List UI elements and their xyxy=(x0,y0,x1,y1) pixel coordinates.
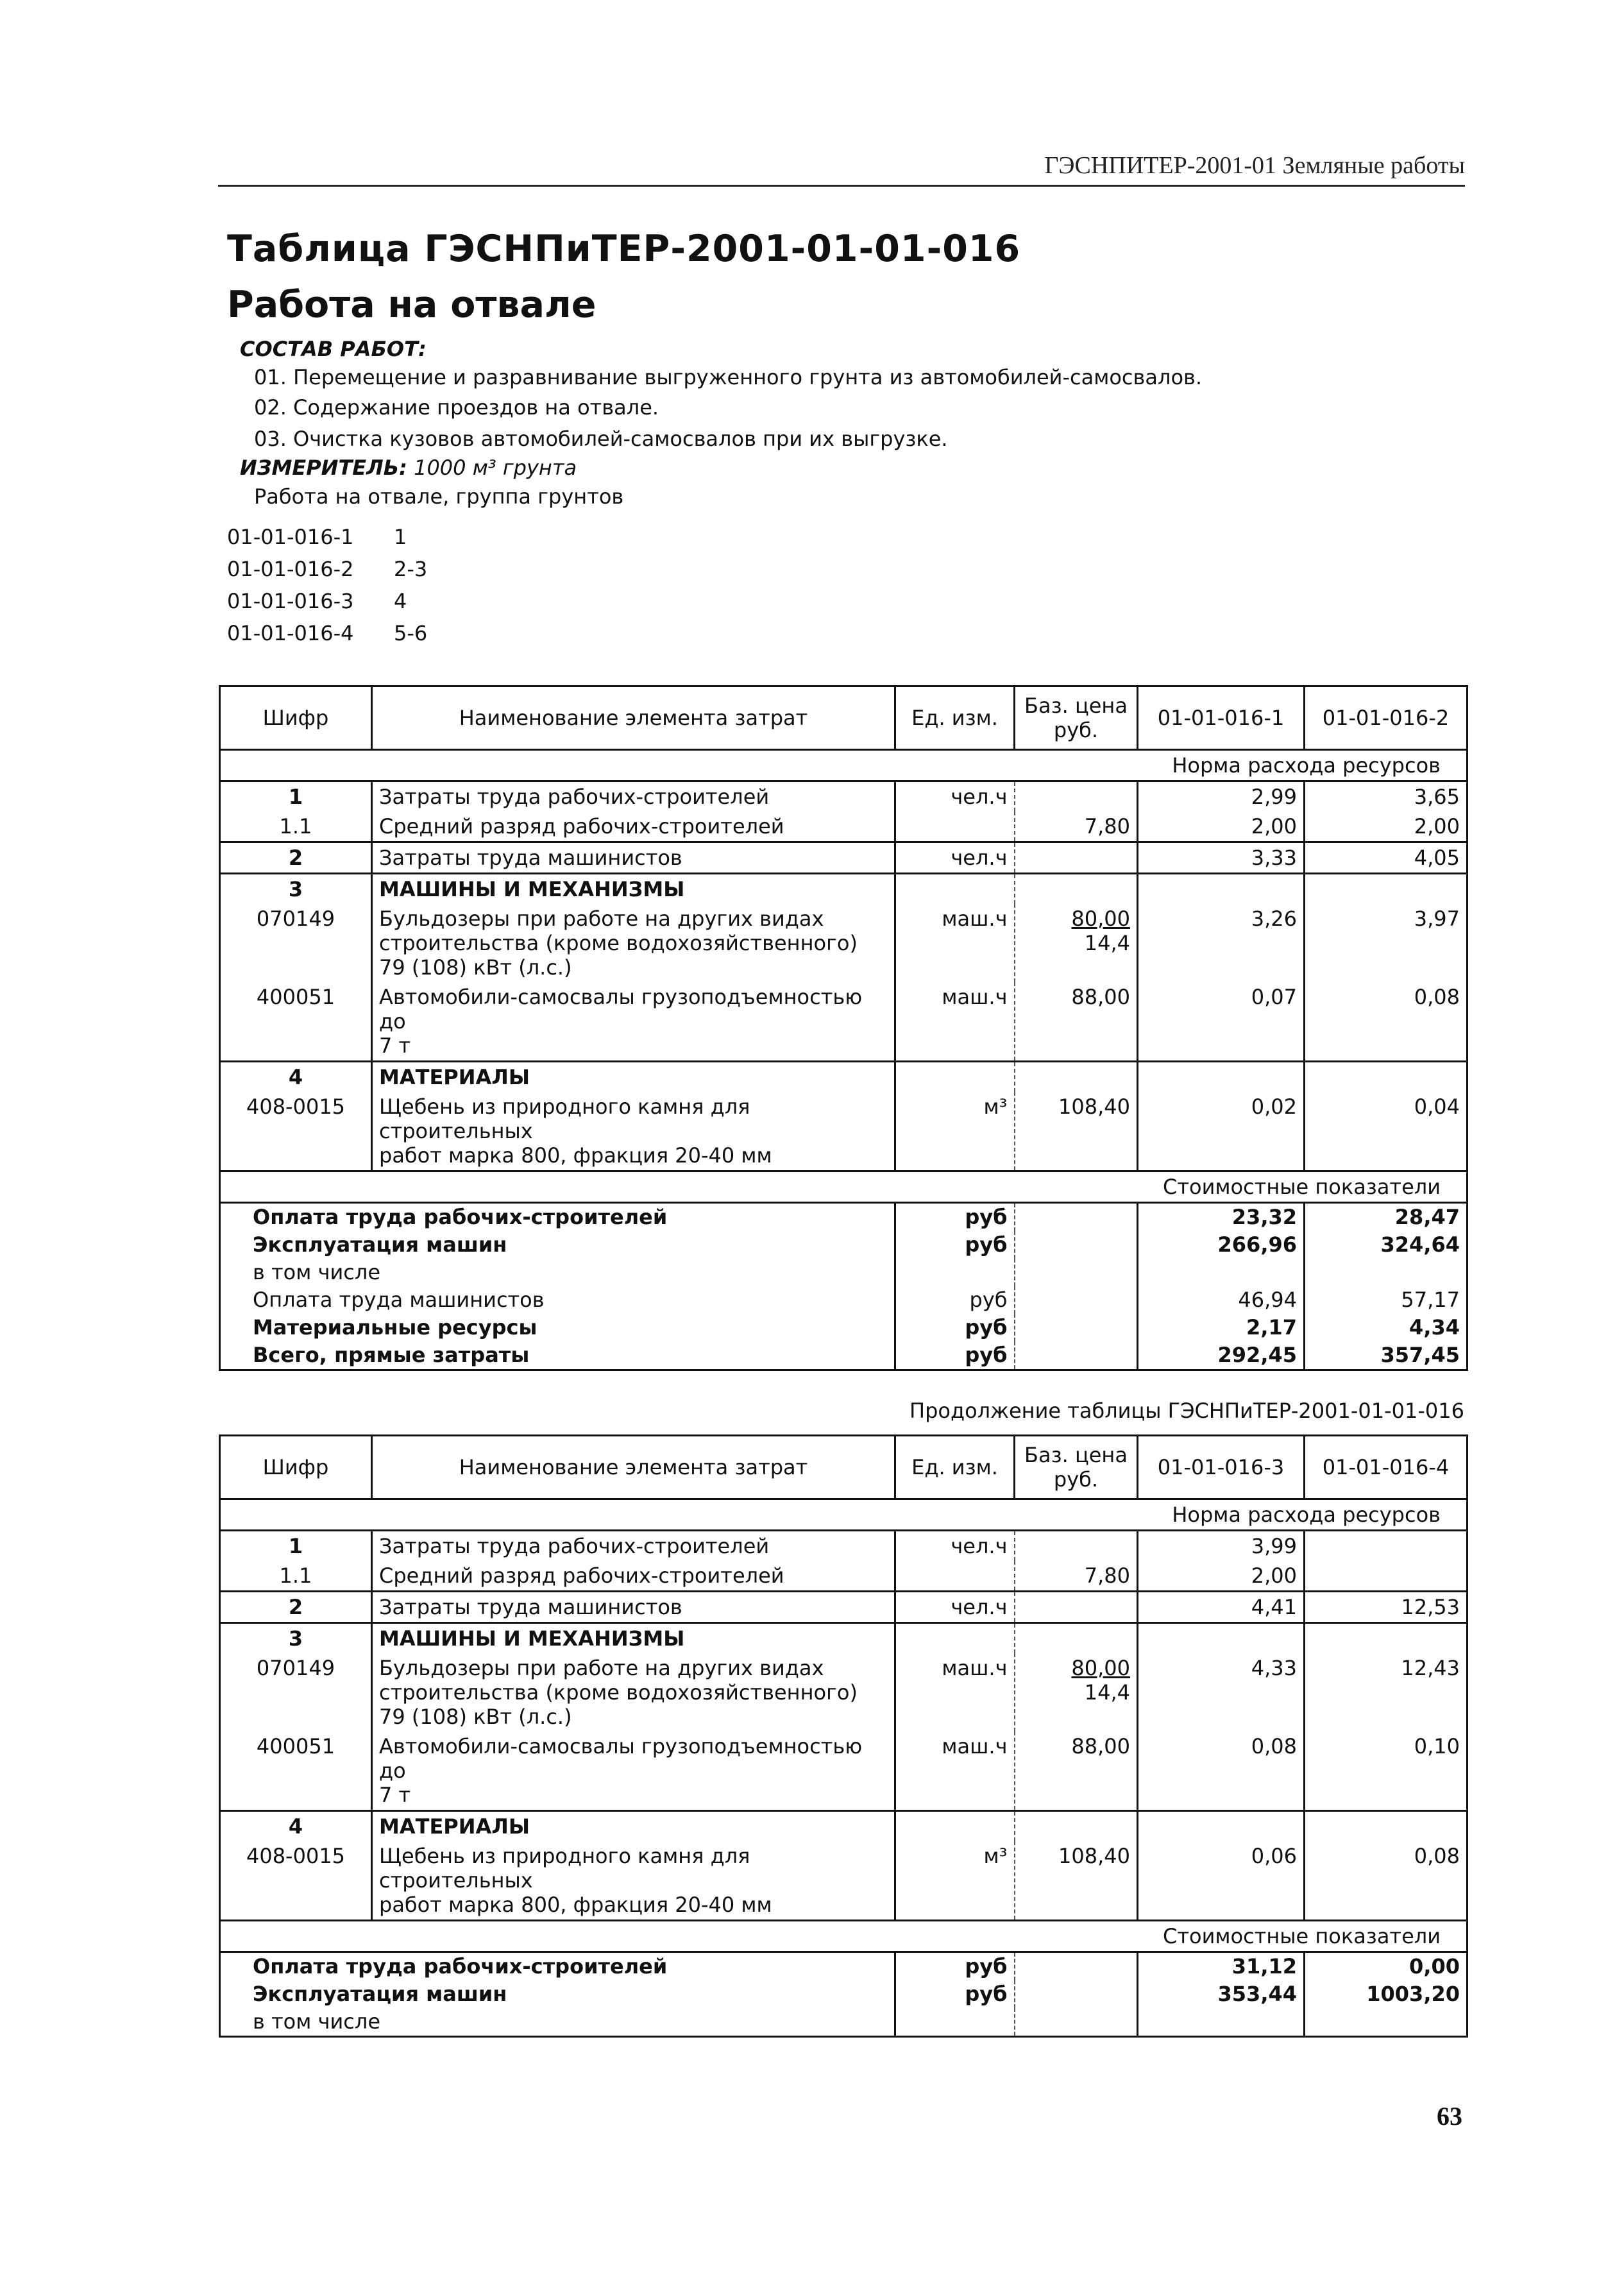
table-row xyxy=(220,1092,1468,1171)
row-value-1: 4,33 xyxy=(1138,1653,1305,1732)
row-price xyxy=(1015,1592,1138,1623)
row-value-1: 2,99 xyxy=(1138,781,1305,812)
cost-value-2 xyxy=(1305,2008,1468,2037)
row-name: МАШИНЫ И МЕХАНИЗМЫ xyxy=(372,874,895,905)
work-item: 01. Перемещение и разравнивание выгруженного грунта из автомобилей-самосвалов. xyxy=(254,365,1203,389)
cost-label: Оплата труда машинистов xyxy=(220,1286,895,1314)
row-name xyxy=(372,1732,895,1811)
row-value-1: 0,06 xyxy=(1138,1841,1305,1921)
cost-unit: руб xyxy=(895,1314,1015,1341)
cost-value-2: 1003,20 xyxy=(1305,1980,1468,2008)
running-head: ГЭСНПИТЕР-2001-01 Земляные работы xyxy=(218,151,1465,187)
section-norms xyxy=(220,750,1468,781)
cost-row xyxy=(220,1980,1468,2008)
row-value-1: 3,99 xyxy=(1138,1531,1305,1562)
name-line: Автомобили-самосвалы грузоподъемностью до xyxy=(379,985,863,1034)
name-line: работ марка 800, фракция 20-40 мм xyxy=(379,1143,772,1168)
cost-price xyxy=(1015,1286,1138,1314)
row-value-1: 3,26 xyxy=(1138,904,1305,982)
row-name xyxy=(372,982,895,1062)
section-label: Норма расхода ресурсов xyxy=(220,750,1468,781)
header-name: Наименование элемента затрат xyxy=(372,686,895,750)
cost-label: Эксплуатация машин xyxy=(220,1980,895,2008)
code-row xyxy=(227,557,427,589)
cost-value-1: 266,96 xyxy=(1138,1231,1305,1259)
table-row xyxy=(220,1623,1468,1654)
row-name: Затраты труда рабочих-строителей xyxy=(372,1531,895,1562)
row-code: 400051 xyxy=(220,1732,372,1811)
row-code: 1.1 xyxy=(220,812,372,842)
row-code: 4 xyxy=(220,1062,372,1093)
section-costs xyxy=(220,1921,1468,1952)
row-code: 2 xyxy=(220,842,372,874)
row-value-2: 3,97 xyxy=(1305,904,1468,982)
table-row xyxy=(220,781,1468,812)
cost-label: Всего, прямые затраты xyxy=(220,1341,895,1370)
price-line: 80,00 xyxy=(1071,1656,1130,1680)
table-row xyxy=(220,1531,1468,1562)
header-price: Баз. цена руб. xyxy=(1015,686,1138,750)
header-col2: 01-01-016-2 xyxy=(1305,686,1468,750)
row-price: 108,40 xyxy=(1015,1841,1138,1921)
row-name xyxy=(372,1092,895,1171)
cost-row xyxy=(220,1952,1468,1981)
table-row xyxy=(220,1732,1468,1811)
header-code: Шифр xyxy=(220,1436,372,1499)
row-name xyxy=(372,1653,895,1732)
row-code: 070149 xyxy=(220,1653,372,1732)
name-line: Бульдозеры при работе на других видах xyxy=(379,907,824,931)
cost-label: Эксплуатация машин xyxy=(220,1231,895,1259)
header-col2: 01-01-016-4 xyxy=(1305,1436,1468,1499)
cost-price xyxy=(1015,1203,1138,1232)
table-row xyxy=(220,1811,1468,1842)
soil-group: 4 xyxy=(394,589,407,613)
row-name xyxy=(372,904,895,982)
name-line: Бульдозеры при работе на других видах xyxy=(379,1656,824,1680)
row-value-1: 0,07 xyxy=(1138,982,1305,1062)
code: 01-01-016-2 xyxy=(227,557,354,581)
row-unit: чел.ч xyxy=(895,1531,1015,1562)
row-unit xyxy=(895,812,1015,842)
cost-price xyxy=(1015,1259,1138,1286)
row-name: МАТЕРИАЛЫ xyxy=(372,1062,895,1093)
row-name: Затраты труда машинистов xyxy=(372,842,895,874)
row-value-2: 0,08 xyxy=(1305,982,1468,1062)
code: 01-01-016-3 xyxy=(227,589,354,613)
cost-value-1: 292,45 xyxy=(1138,1341,1305,1370)
name-line: Автомобили-самосвалы грузоподъемностью до xyxy=(379,1734,863,1783)
header-price: Баз. цена руб. xyxy=(1015,1436,1138,1499)
row-unit: маш.ч xyxy=(895,1653,1015,1732)
cost-unit: руб xyxy=(895,1952,1015,1981)
row-unit xyxy=(895,1561,1015,1592)
row-code: 2 xyxy=(220,1592,372,1623)
table-row xyxy=(220,874,1468,905)
cost-value-2: 357,45 xyxy=(1305,1341,1468,1370)
soil-group: 5-6 xyxy=(394,621,428,645)
row-code: 400051 xyxy=(220,982,372,1062)
row-value-2: 2,00 xyxy=(1305,812,1468,842)
row-code: 3 xyxy=(220,1623,372,1654)
header-unit: Ед. изм. xyxy=(895,1436,1015,1499)
row-name: Средний разряд рабочих-строителей xyxy=(372,812,895,842)
price-line: 14,4 xyxy=(1084,931,1130,955)
row-code: 070149 xyxy=(220,904,372,982)
header-col1: 01-01-016-1 xyxy=(1138,686,1305,750)
header-name: Наименование элемента затрат xyxy=(372,1436,895,1499)
name-line: Щебень из природного камня для строительных xyxy=(379,1094,750,1143)
cost-price xyxy=(1015,1341,1138,1370)
table-row xyxy=(220,1592,1468,1623)
row-code: 1.1 xyxy=(220,1561,372,1592)
cost-value-2: 57,17 xyxy=(1305,1286,1468,1314)
measure xyxy=(240,457,577,478)
cost-value-1 xyxy=(1138,1259,1305,1286)
cost-unit: руб xyxy=(895,1231,1015,1259)
row-value-2: 4,05 xyxy=(1305,842,1468,874)
cost-value-2: 28,47 xyxy=(1305,1203,1468,1232)
row-value-1: 2,00 xyxy=(1138,812,1305,842)
section-norms xyxy=(220,1499,1468,1531)
cost-value-1: 46,94 xyxy=(1138,1286,1305,1314)
table-header xyxy=(220,686,1468,750)
cost-value-2: 4,34 xyxy=(1305,1314,1468,1341)
row-price xyxy=(1015,1653,1138,1732)
table-row xyxy=(220,812,1468,842)
name-line: 7 т xyxy=(379,1783,411,1807)
row-code: 1 xyxy=(220,1531,372,1562)
table-row xyxy=(220,842,1468,874)
cost-unit: руб xyxy=(895,1980,1015,2008)
row-value-2: 0,08 xyxy=(1305,1841,1468,1921)
price-line: 80,00 xyxy=(1071,907,1130,931)
section-costs xyxy=(220,1171,1468,1203)
table-row xyxy=(220,1561,1468,1592)
section-label: Норма расхода ресурсов xyxy=(220,1499,1468,1531)
name-line: строительства (кроме водохозяйственного) xyxy=(379,1680,858,1705)
row-value-2: 0,04 xyxy=(1305,1092,1468,1171)
document-title: Таблица ГЭСНПиТЕР-2001-01-01-016 xyxy=(227,228,1021,270)
row-value-2: 3,65 xyxy=(1305,781,1468,812)
code: 01-01-016-1 xyxy=(227,525,354,549)
cost-row xyxy=(220,1286,1468,1314)
page-number: 63 xyxy=(1437,2102,1462,2131)
cost-value-1 xyxy=(1138,2008,1305,2037)
header-code: Шифр xyxy=(220,686,372,750)
cost-row xyxy=(220,1203,1468,1232)
code-row xyxy=(227,621,427,653)
row-unit: маш.ч xyxy=(895,982,1015,1062)
row-name: Затраты труда рабочих-строителей xyxy=(372,781,895,812)
section-label: Стоимостные показатели xyxy=(220,1171,1468,1203)
row-code: 408-0015 xyxy=(220,1841,372,1921)
cost-price xyxy=(1015,2008,1138,2037)
cost-row xyxy=(220,1259,1468,1286)
row-unit: чел.ч xyxy=(895,842,1015,874)
name-line: 79 (108) кВт (л.с.) xyxy=(379,955,572,980)
row-code: 3 xyxy=(220,874,372,905)
row-name: Средний разряд рабочих-строителей xyxy=(372,1561,895,1592)
measure-label: ИЗМЕРИТЕЛЬ: xyxy=(240,455,407,480)
row-value-2: 12,43 xyxy=(1305,1653,1468,1732)
document-subtitle: Работа на отвале xyxy=(227,284,596,326)
cost-unit: руб xyxy=(895,1286,1015,1314)
row-price: 108,40 xyxy=(1015,1092,1138,1171)
cost-price xyxy=(1015,1314,1138,1341)
row-value-1: 0,02 xyxy=(1138,1092,1305,1171)
table-row xyxy=(220,1062,1468,1093)
cost-value-1: 2,17 xyxy=(1138,1314,1305,1341)
header-col1: 01-01-016-3 xyxy=(1138,1436,1305,1499)
table-row xyxy=(220,904,1468,982)
row-code: 408-0015 xyxy=(220,1092,372,1171)
cost-value-2: 324,64 xyxy=(1305,1231,1468,1259)
header-unit: Ед. изм. xyxy=(895,686,1015,750)
row-name: Затраты труда машинистов xyxy=(372,1592,895,1623)
row-unit: м³ xyxy=(895,1092,1015,1171)
soil-group: 2-3 xyxy=(394,557,428,581)
section-label: Стоимостные показатели xyxy=(220,1921,1468,1952)
cost-label: Оплата труда рабочих-строителей xyxy=(220,1203,895,1232)
row-value-1: 3,33 xyxy=(1138,842,1305,874)
row-unit: м³ xyxy=(895,1841,1015,1921)
name-line: строительства (кроме водохозяйственного) xyxy=(379,931,858,955)
price-line: 14,4 xyxy=(1084,1680,1130,1705)
table-header xyxy=(220,1436,1468,1499)
cost-price xyxy=(1015,1952,1138,1981)
cost-label: в том числе xyxy=(220,1259,895,1286)
row-price xyxy=(1015,904,1138,982)
row-value-1: 2,00 xyxy=(1138,1561,1305,1592)
work-item: 02. Содержание проездов на отвале. xyxy=(254,395,659,420)
work-item: 03. Очистка кузовов автомобилей-самосвалов при их выгрузке. xyxy=(254,427,948,451)
cost-row xyxy=(220,1341,1468,1370)
row-price: 88,00 xyxy=(1015,1732,1138,1811)
table-row xyxy=(220,1841,1468,1921)
measure-value: 1000 м³ грунта xyxy=(414,455,577,480)
name-line: 79 (108) кВт (л.с.) xyxy=(379,1705,572,1729)
cost-unit: руб xyxy=(895,1203,1015,1232)
row-price: 7,80 xyxy=(1015,812,1138,842)
continuation-caption: Продолжение таблицы ГЭСНПиТЕР-2001-01-01-016 xyxy=(909,1399,1464,1423)
row-name xyxy=(372,1841,895,1921)
row-price xyxy=(1015,781,1138,812)
cost-row xyxy=(220,1314,1468,1341)
cost-value-2 xyxy=(1305,1259,1468,1286)
row-value-1: 4,41 xyxy=(1138,1592,1305,1623)
cost-unit: руб xyxy=(895,1341,1015,1370)
cost-summary xyxy=(220,1952,1468,2037)
cost-price xyxy=(1015,1231,1138,1259)
soil-group: 1 xyxy=(394,525,407,549)
row-value-2: 12,53 xyxy=(1305,1592,1468,1623)
row-unit: маш.ч xyxy=(895,1732,1015,1811)
cost-label: в том числе xyxy=(220,2008,895,2037)
row-unit: маш.ч xyxy=(895,904,1015,982)
cost-value-1: 353,44 xyxy=(1138,1980,1305,2008)
row-name: МАТЕРИАЛЫ xyxy=(372,1811,895,1842)
row-price: 88,00 xyxy=(1015,982,1138,1062)
name-line: работ марка 800, фракция 20-40 мм xyxy=(379,1893,772,1917)
cost-unit xyxy=(895,1259,1015,1286)
row-value-2: 0,10 xyxy=(1305,1732,1468,1811)
table-row xyxy=(220,1653,1468,1732)
name-line: 7 т xyxy=(379,1034,411,1058)
row-unit: чел.ч xyxy=(895,781,1015,812)
cost-row xyxy=(220,1231,1468,1259)
cost-price xyxy=(1015,1980,1138,2008)
cost-value-2: 0,00 xyxy=(1305,1952,1468,1981)
norms-table-1 xyxy=(219,685,1468,1371)
norms-table-2 xyxy=(219,1434,1468,2038)
code-row xyxy=(227,589,427,621)
row-name: МАШИНЫ И МЕХАНИЗМЫ xyxy=(372,1623,895,1654)
row-value-2 xyxy=(1305,1561,1468,1592)
row-price xyxy=(1015,1531,1138,1562)
code: 01-01-016-4 xyxy=(227,621,354,645)
row-value-1: 0,08 xyxy=(1138,1732,1305,1811)
row-price xyxy=(1015,842,1138,874)
row-value-2 xyxy=(1305,1531,1468,1562)
code-row xyxy=(227,525,427,557)
cost-row xyxy=(220,2008,1468,2037)
row-code: 4 xyxy=(220,1811,372,1842)
group-caption: Работа на отвале, группа грунтов xyxy=(254,484,624,509)
cost-label: Материальные ресурсы xyxy=(220,1314,895,1341)
row-code: 1 xyxy=(220,781,372,812)
name-line: Щебень из природного камня для строительных xyxy=(379,1844,750,1893)
composition-label: СОСТАВ РАБОТ: xyxy=(240,337,427,361)
table-row xyxy=(220,982,1468,1062)
row-price: 7,80 xyxy=(1015,1561,1138,1592)
code-list xyxy=(227,525,427,653)
cost-value-1: 23,32 xyxy=(1138,1203,1305,1232)
cost-summary xyxy=(220,1203,1468,1370)
cost-value-1: 31,12 xyxy=(1138,1952,1305,1981)
cost-unit xyxy=(895,2008,1015,2037)
row-unit: чел.ч xyxy=(895,1592,1015,1623)
cost-label: Оплата труда рабочих-строителей xyxy=(220,1952,895,1981)
